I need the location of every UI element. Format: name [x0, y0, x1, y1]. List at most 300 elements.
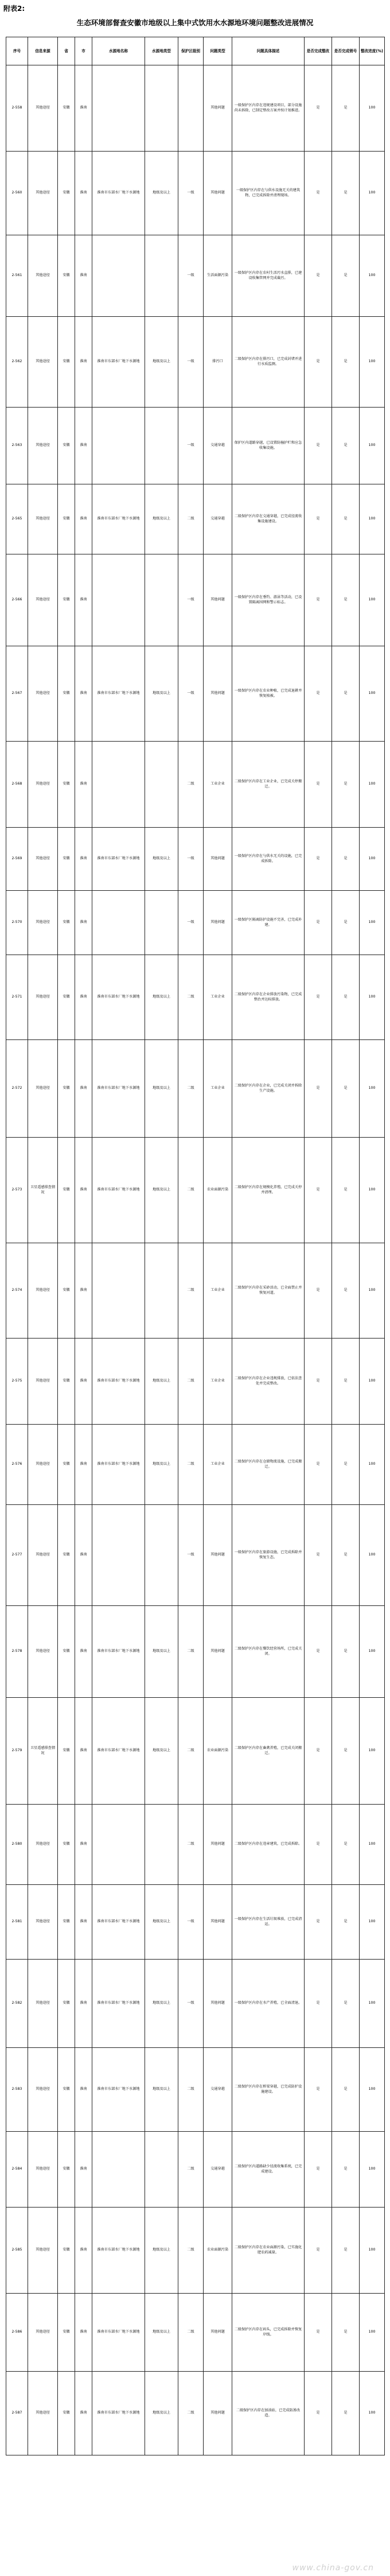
cell-desc: 一级保护区内存在与供水设施无关的建筑物，已完成拆除并清理现场。: [232, 152, 305, 235]
cell-done: 是: [305, 1606, 332, 1698]
cell-name: 淮南市东部水厂地下水源地: [92, 317, 145, 408]
cell-province: 安徽: [58, 955, 75, 1040]
cell-zone: 一级: [178, 1960, 204, 2048]
cell-desc: 二级保护区内存在排污口，已完成封堵并进行水质监测。: [232, 317, 305, 408]
cell-city: 淮南: [75, 2208, 92, 2294]
document-title: 生态环境部督查安徽市地级以上集中式饮用水水源地环境问题整改进展情况: [76, 18, 314, 27]
cell-progress: 100: [360, 2048, 385, 2132]
cell-closed: 是: [332, 742, 360, 828]
cell-name: [92, 1505, 145, 1606]
cell-closed: 是: [332, 2294, 360, 2372]
cell-desc: 二级保护区内存在餐饮经营场所，已完成关闭。: [232, 1606, 305, 1698]
col-kind: 问题类型: [204, 37, 232, 65]
table-row: [6, 484, 385, 554]
cell-kind: 其他问题: [204, 152, 232, 235]
cell-kind: 农业面源污染: [204, 1698, 232, 1805]
cell-source: 其他途径: [28, 2372, 58, 2455]
cell-done: 是: [305, 408, 332, 484]
cell-no: 2-567: [6, 646, 28, 742]
cell-province: 安徽: [58, 554, 75, 646]
rectification-table: [6, 37, 385, 2455]
cell-name: 淮南市东部水厂地下水源地: [92, 828, 145, 891]
cell-name: 淮南市东部水厂地下水源地: [92, 1698, 145, 1805]
cell-desc: 二级保护区内存在交通穿越，已完成径流收集设施建设。: [232, 484, 305, 554]
cell-closed: 是: [332, 317, 360, 408]
cell-source: 其他途径: [28, 2208, 58, 2294]
cell-zone: 二级: [178, 1040, 204, 1138]
col-city: 市: [75, 37, 92, 65]
cell-source: 其他途径: [28, 1243, 58, 1339]
cell-city: 淮南: [75, 2132, 92, 2208]
cell-city: 淮南: [75, 1425, 92, 1505]
cell-name: 淮南市东部水厂地下水源地: [92, 2372, 145, 2455]
cell-type: [145, 1805, 178, 1885]
cell-source: 其他途径: [28, 2048, 58, 2132]
cell-desc: 二级保护区内存在加油站，已完成防渗改造。: [232, 2372, 305, 2455]
cell-no: 2-563: [6, 408, 28, 484]
cell-closed: 是: [332, 1243, 360, 1339]
cell-city: 淮南: [75, 1040, 92, 1138]
cell-progress: 100: [360, 317, 385, 408]
cell-name: 淮南市东部水厂地下水源地: [92, 2208, 145, 2294]
cell-done: 是: [305, 152, 332, 235]
cell-no: 2-587: [6, 2372, 28, 2455]
cell-zone: 二级: [178, 2372, 204, 2455]
cell-type: 地级及以上: [145, 828, 178, 891]
cell-province: 安徽: [58, 408, 75, 484]
table-row: [6, 1505, 385, 1606]
cell-no: 2-572: [6, 1040, 28, 1138]
cell-done: 是: [305, 2132, 332, 2208]
cell-zone: 一级: [178, 1885, 204, 1960]
table-row: [6, 2372, 385, 2455]
cell-city: 淮南: [75, 1505, 92, 1606]
cell-zone: 二级: [178, 484, 204, 554]
cell-no: 2-569: [6, 828, 28, 891]
cell-type: [145, 2132, 178, 2208]
cell-name: [92, 1805, 145, 1885]
cell-type: 地级及以上: [145, 1425, 178, 1505]
cell-no: 2-565: [6, 484, 28, 554]
cell-source: 其他途径: [28, 1505, 58, 1606]
cell-source: 其他途径: [28, 408, 58, 484]
cell-desc: 二级保护区内存在企业违规排放，已依法查处并完成整改。: [232, 1339, 305, 1425]
cell-zone: 一级: [178, 1505, 204, 1606]
cell-type: 地级及以上: [145, 2208, 178, 2294]
cell-progress: 100: [360, 1960, 385, 2048]
cell-closed: 是: [332, 1040, 360, 1138]
table-row: [6, 408, 385, 484]
cell-progress: 100: [360, 1505, 385, 1606]
cell-source: 其他途径: [28, 2132, 58, 2208]
cell-kind: 其他问题: [204, 2294, 232, 2372]
cell-city: 淮南: [75, 955, 92, 1040]
table-row: [6, 1960, 385, 2048]
cell-type: [145, 65, 178, 152]
cell-province: 安徽: [58, 1960, 75, 2048]
cell-done: 是: [305, 891, 332, 955]
cell-source: 其他途径: [28, 235, 58, 317]
cell-name: 淮南市东部水厂地下水源地: [92, 1339, 145, 1425]
cell-done: 是: [305, 235, 332, 317]
cell-source: 其他途径: [28, 317, 58, 408]
table-row: [6, 742, 385, 828]
cell-city: 淮南: [75, 1243, 92, 1339]
cell-no: 2-579: [6, 1698, 28, 1805]
cell-zone: 二级: [178, 1243, 204, 1339]
cell-no: 2-562: [6, 317, 28, 408]
cell-city: 淮南: [75, 646, 92, 742]
cell-zone: 二级: [178, 2048, 204, 2132]
cell-city: 淮南: [75, 65, 92, 152]
cell-desc: 保护区内道路穿越，已设置防撞护栏和应急收集设施。: [232, 408, 305, 484]
cell-type: 地级及以上: [145, 1698, 178, 1805]
cell-kind: 工业企业: [204, 1339, 232, 1425]
cell-done: 是: [305, 2048, 332, 2132]
cell-kind: 工业企业: [204, 742, 232, 828]
cell-source: 其他途径: [28, 1606, 58, 1698]
cell-closed: 是: [332, 2372, 360, 2455]
cell-source: 其他途径: [28, 955, 58, 1040]
cell-done: 是: [305, 1339, 332, 1425]
cell-zone: 一级: [178, 152, 204, 235]
cell-kind: 农业面源污染: [204, 1138, 232, 1243]
cell-province: 安徽: [58, 1425, 75, 1505]
cell-no: 2-580: [6, 1805, 28, 1885]
cell-kind: 交通穿越: [204, 2132, 232, 2208]
cell-province: 安徽: [58, 1505, 75, 1606]
cell-no: 2-578: [6, 1606, 28, 1698]
cell-kind: 其他问题: [204, 1805, 232, 1885]
cell-progress: 100: [360, 484, 385, 554]
cell-province: 安徽: [58, 1698, 75, 1805]
cell-type: 地级及以上: [145, 317, 178, 408]
cell-kind: 其他问题: [204, 1885, 232, 1960]
cell-closed: 是: [332, 1339, 360, 1425]
cell-done: 是: [305, 1040, 332, 1138]
cell-zone: 二级: [178, 1606, 204, 1698]
cell-zone: 二级: [178, 2208, 204, 2294]
cell-done: 是: [305, 646, 332, 742]
cell-zone: 二级: [178, 1805, 204, 1885]
cell-progress: 100: [360, 235, 385, 317]
cell-type: 地级及以上: [145, 1040, 178, 1138]
cell-done: 是: [305, 1885, 332, 1960]
table-row: [6, 2294, 385, 2372]
table-row: [6, 646, 385, 742]
cell-source: 其他途径: [28, 65, 58, 152]
cell-done: 是: [305, 955, 332, 1040]
cell-zone: 二级: [178, 2294, 204, 2372]
cell-type: 地级及以上: [145, 2294, 178, 2372]
cell-name: [92, 65, 145, 152]
cell-name: 淮南市东部水厂地下水源地: [92, 1960, 145, 2048]
cell-no: 2-570: [6, 891, 28, 955]
cell-province: 安徽: [58, 2372, 75, 2455]
cell-progress: 100: [360, 554, 385, 646]
table-row: [6, 554, 385, 646]
cell-type: 地级及以上: [145, 1606, 178, 1698]
cell-progress: 100: [360, 1885, 385, 1960]
cell-name: [92, 891, 145, 955]
cell-desc: 一级保护区隔离防护设施不完善，已完成补建。: [232, 891, 305, 955]
cell-source: 其他途径: [28, 1805, 58, 1885]
cell-no: 2-585: [6, 2208, 28, 2294]
cell-kind: 工业企业: [204, 1243, 232, 1339]
cell-city: 淮南: [75, 2372, 92, 2455]
cell-province: 安徽: [58, 2048, 75, 2132]
cell-province: 安徽: [58, 2208, 75, 2294]
cell-no: 2-581: [6, 1885, 28, 1960]
col-progress: 整改进度(%): [360, 37, 385, 65]
cell-closed: 是: [332, 2132, 360, 2208]
cell-no: 2-568: [6, 742, 28, 828]
cell-city: 淮南: [75, 1885, 92, 1960]
cell-closed: 是: [332, 1960, 360, 2048]
cell-progress: 100: [360, 646, 385, 742]
cell-zone: 一级: [178, 317, 204, 408]
cell-province: 安徽: [58, 646, 75, 742]
cell-type: 地级及以上: [145, 484, 178, 554]
cell-city: 淮南: [75, 152, 92, 235]
cell-desc: 一级保护区内存在垂钓、游泳等活动，已设置隔离围网和警示标志。: [232, 554, 305, 646]
cell-kind: 交通穿越: [204, 2048, 232, 2132]
cell-type: 地级及以上: [145, 1339, 178, 1425]
table-row: [6, 2208, 385, 2294]
cell-source: 其他途径: [28, 1040, 58, 1138]
cell-province: 安徽: [58, 65, 75, 152]
table-row: [6, 1805, 385, 1885]
table-row: [6, 65, 385, 152]
cell-city: 淮南: [75, 554, 92, 646]
cell-done: 是: [305, 1960, 332, 2048]
cell-closed: 是: [332, 65, 360, 152]
cell-no: 2-576: [6, 1425, 28, 1505]
cell-zone: 二级: [178, 1698, 204, 1805]
cell-closed: 是: [332, 408, 360, 484]
cell-type: [145, 235, 178, 317]
cell-kind: 其他问题: [204, 646, 232, 742]
cell-type: 地级及以上: [145, 2048, 178, 2132]
table-row: [6, 317, 385, 408]
cell-source: 其他途径: [28, 1885, 58, 1960]
table-row: [6, 152, 385, 235]
cell-name: [92, 554, 145, 646]
cell-zone: [178, 65, 204, 152]
cell-name: 淮南市东部水厂地下水源地: [92, 1425, 145, 1505]
cell-progress: 100: [360, 1138, 385, 1243]
cell-kind: 工业企业: [204, 1040, 232, 1138]
table-row: [6, 1339, 385, 1425]
cell-name: [92, 1243, 145, 1339]
table-row: [6, 1138, 385, 1243]
cell-done: 是: [305, 2208, 332, 2294]
cell-progress: 100: [360, 1425, 385, 1505]
table-header-row: [6, 37, 385, 65]
cell-city: 淮南: [75, 891, 92, 955]
cell-progress: 100: [360, 152, 385, 235]
cell-name: 淮南市东部水厂地下水源地: [92, 2294, 145, 2372]
cell-kind: 农业面源污染: [204, 2208, 232, 2294]
cell-name: 淮南市东部水厂地下水源地: [92, 152, 145, 235]
cell-type: [145, 554, 178, 646]
cell-progress: 100: [360, 955, 385, 1040]
col-no: 序号: [6, 37, 28, 65]
cell-desc: 二级保护区内存在规模化养殖，已完成关停并清理。: [232, 1138, 305, 1243]
cell-name: 淮南市东部水厂地下水源地: [92, 1040, 145, 1138]
cell-no: 2-584: [6, 2132, 28, 2208]
cell-done: 是: [305, 1425, 332, 1505]
cell-kind: 排污口: [204, 317, 232, 408]
col-province: 省: [58, 37, 75, 65]
cell-name: [92, 2132, 145, 2208]
cell-no: 2-560: [6, 152, 28, 235]
cell-no: 2-571: [6, 955, 28, 1040]
cell-name: 淮南市东部水厂地下水源地: [92, 646, 145, 742]
cell-city: 淮南: [75, 828, 92, 891]
cell-closed: 是: [332, 646, 360, 742]
cell-no: 2-574: [6, 1243, 28, 1339]
cell-desc: 一级保护区内存在旅游设施，已完成拆除并恢复生态。: [232, 1505, 305, 1606]
cell-kind: 其他问题: [204, 65, 232, 152]
cell-desc: 二级保护区内存在码头，已完成拆除并恢复岸线。: [232, 2294, 305, 2372]
cell-desc: 二级保护区内存在企业，已完成关闭并拆除生产设施。: [232, 1040, 305, 1138]
cell-source: 其他途径: [28, 1960, 58, 2048]
cell-done: 是: [305, 65, 332, 152]
cell-type: [145, 408, 178, 484]
cell-source: 其他途径: [28, 484, 58, 554]
cell-zone: 一级: [178, 235, 204, 317]
cell-zone: 二级: [178, 1425, 204, 1505]
cell-done: 是: [305, 1505, 332, 1606]
cell-progress: 100: [360, 65, 385, 152]
cell-kind: 其他问题: [204, 554, 232, 646]
table-row: [6, 1885, 385, 1960]
cell-source: 其他途径: [28, 742, 58, 828]
cell-source: 卫星遥感排查情况: [28, 1138, 58, 1243]
table-row: [6, 955, 385, 1040]
cell-province: 安徽: [58, 1243, 75, 1339]
cell-zone: 二级: [178, 1339, 204, 1425]
cell-type: 地级及以上: [145, 646, 178, 742]
cell-kind: 其他问题: [204, 828, 232, 891]
cell-closed: 是: [332, 1698, 360, 1805]
cell-closed: 是: [332, 235, 360, 317]
cell-zone: 二级: [178, 2132, 204, 2208]
cell-progress: 100: [360, 1805, 385, 1885]
cell-province: 安徽: [58, 1885, 75, 1960]
table-row: [6, 235, 385, 317]
cell-progress: 100: [360, 828, 385, 891]
cell-province: 安徽: [58, 891, 75, 955]
cell-city: 淮南: [75, 1138, 92, 1243]
cell-desc: 二级保护区内道路缺少径流收集系统，已完成建设。: [232, 2132, 305, 2208]
cell-zone: 二级: [178, 1138, 204, 1243]
cell-no: 2-583: [6, 2048, 28, 2132]
cell-province: 安徽: [58, 1606, 75, 1698]
cell-city: 淮南: [75, 1339, 92, 1425]
cell-desc: 一级保护区内存在生活垃圾堆放，已完成清运。: [232, 1885, 305, 1960]
cell-desc: 一级保护区内存在农业种植，已完成退耕并恢复植被。: [232, 646, 305, 742]
cell-name: 淮南市东部水厂地下水源地: [92, 1606, 145, 1698]
table-row: [6, 2132, 385, 2208]
cell-kind: 其他问题: [204, 1606, 232, 1698]
cell-name: 淮南市东部水厂地下水源地: [92, 1138, 145, 1243]
cell-name: 淮南市东部水厂地下水源地: [92, 955, 145, 1040]
annex-label: 附表2:: [3, 5, 25, 13]
cell-desc: 二级保护区内存在企业排放污染物，已完成整治并达标排放。: [232, 955, 305, 1040]
cell-progress: 100: [360, 1339, 385, 1425]
table-row: [6, 891, 385, 955]
cell-done: 是: [305, 484, 332, 554]
cell-desc: 一级保护区内存在农村生活污水直排，已建设收集管网并完成截污。: [232, 235, 305, 317]
cell-progress: 100: [360, 1040, 385, 1138]
cell-done: 是: [305, 1138, 332, 1243]
table-row: [6, 2048, 385, 2132]
cell-kind: 工业企业: [204, 955, 232, 1040]
cell-done: 是: [305, 1243, 332, 1339]
cell-desc: 二级保护区内存在仓储物流设施，已完成搬迁。: [232, 1425, 305, 1505]
cell-zone: 一级: [178, 408, 204, 484]
cell-no: 2-575: [6, 1339, 28, 1425]
cell-closed: 是: [332, 1138, 360, 1243]
cell-closed: 是: [332, 955, 360, 1040]
cell-province: 安徽: [58, 2294, 75, 2372]
cell-type: 地级及以上: [145, 1138, 178, 1243]
col-zone: 保护区级别: [178, 37, 204, 65]
cell-province: 安徽: [58, 2132, 75, 2208]
cell-city: 淮南: [75, 742, 92, 828]
cell-type: [145, 742, 178, 828]
table-row: [6, 828, 385, 891]
cell-progress: 100: [360, 1606, 385, 1698]
cell-zone: 一级: [178, 646, 204, 742]
cell-done: 是: [305, 1805, 332, 1885]
cell-kind: 工业企业: [204, 1425, 232, 1505]
cell-kind: 生活面源污染: [204, 235, 232, 317]
cell-zone: 二级: [178, 742, 204, 828]
col-source: 信息来源: [28, 37, 58, 65]
table-row: [6, 1698, 385, 1805]
cell-done: 是: [305, 554, 332, 646]
cell-kind: 其他问题: [204, 1960, 232, 2048]
col-closed: 是否完成销号: [332, 37, 360, 65]
cell-zone: 一级: [178, 891, 204, 955]
cell-no: 2-586: [6, 2294, 28, 2372]
cell-city: 淮南: [75, 1698, 92, 1805]
cell-closed: 是: [332, 554, 360, 646]
cell-progress: 100: [360, 742, 385, 828]
col-type: 水源地类型: [145, 37, 178, 65]
cell-city: 淮南: [75, 2294, 92, 2372]
cell-type: 地级及以上: [145, 955, 178, 1040]
cell-source: 其他途径: [28, 1425, 58, 1505]
cell-closed: 是: [332, 152, 360, 235]
cell-closed: 是: [332, 1425, 360, 1505]
cell-progress: 100: [360, 891, 385, 955]
cell-no: 2-561: [6, 235, 28, 317]
col-desc: 问题具体描述: [232, 37, 305, 65]
cell-done: 是: [305, 742, 332, 828]
cell-progress: 100: [360, 408, 385, 484]
cell-type: 地级及以上: [145, 2372, 178, 2455]
cell-type: 地级及以上: [145, 1960, 178, 2048]
cell-city: 淮南: [75, 235, 92, 317]
cell-name: [92, 235, 145, 317]
cell-name: [92, 408, 145, 484]
cell-source: 其他途径: [28, 646, 58, 742]
cell-province: 安徽: [58, 1805, 75, 1885]
